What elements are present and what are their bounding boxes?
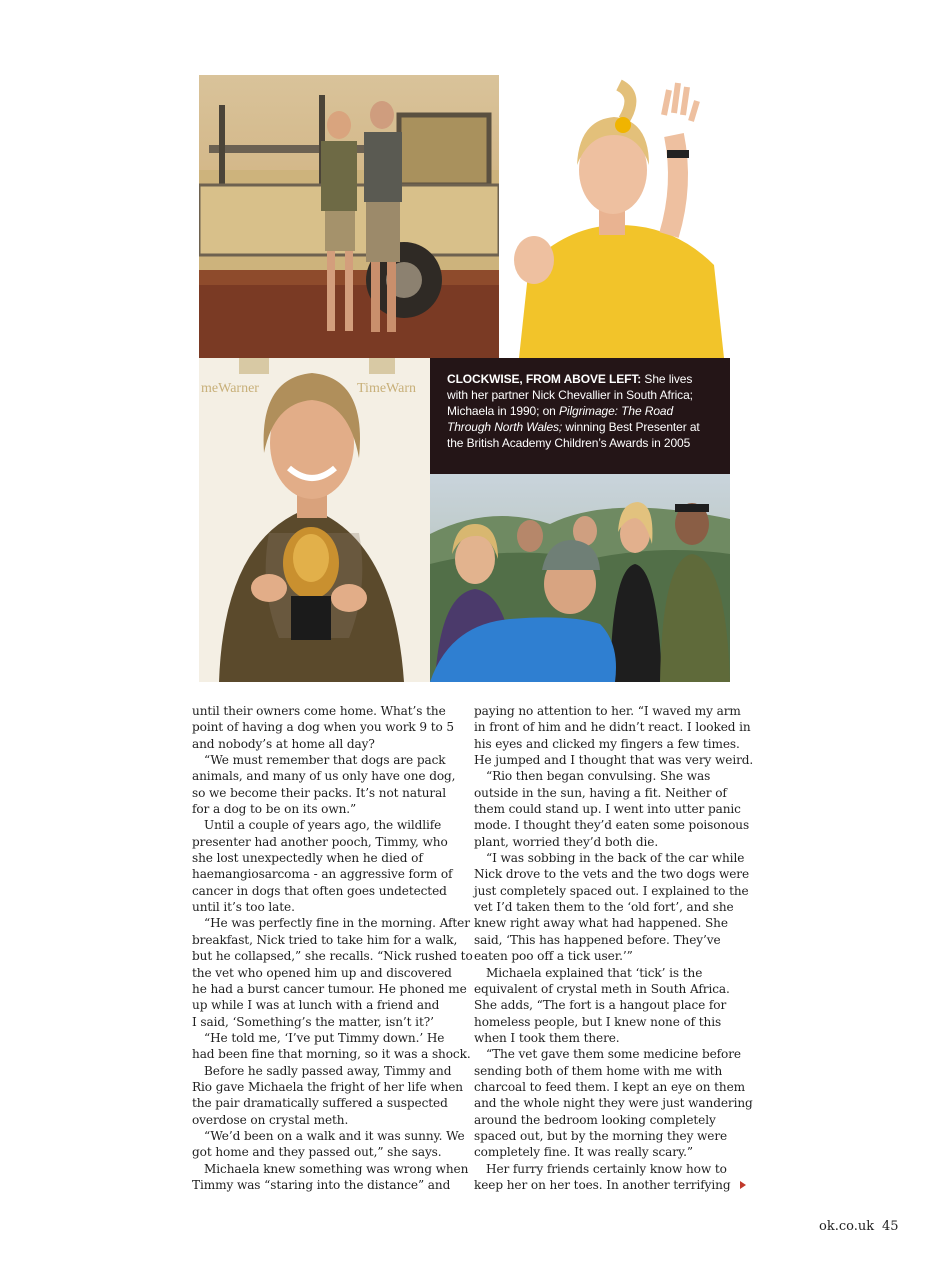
article-line [192,1079,462,1095]
article-line [474,981,744,997]
article-line-text: had been fine that morning, so it was a shock. [192,1047,471,1062]
article-line [474,736,744,752]
article-column-left [192,703,473,1193]
article-line-text: but he collapsed,” she recalls. “Nick rushed to [192,949,473,964]
article-line [474,817,750,833]
article-line [474,834,744,850]
article-line [474,1030,744,1046]
article-line-text: She adds, “The fort is a hangout place for [474,998,727,1013]
photo-caption [430,358,730,474]
article-line-text: “He told me, ‘I’ve put Timmy down.’ He [204,1030,445,1045]
article-line-text: Rio gave Michaela the fright of her life when [192,1079,463,1094]
caption-text-1: She lives with her partner Nick Chevallier in South Africa; Michaela in 1990; on [447,372,693,418]
article-line [192,965,462,981]
article-line-text: in front of him and he didn’t react. I looked in [474,720,751,735]
article-line [474,1079,744,1095]
article-line-text: for a dog to be on its own.” [192,802,357,817]
article-line-text: “I was sobbing in the back of the car while [486,851,745,866]
article-line [474,703,744,719]
article-line-text: Nick drove to the vets and the two dogs were [474,867,750,882]
article-line-text: “We must remember that dogs are pack [204,753,446,768]
article-line-text: Before he sadly passed away, Timmy and [204,1063,452,1078]
article-line-text: spaced out, but by the morning they were [474,1128,728,1143]
article-line-text: when I took them there. [474,1030,620,1045]
article-line-text: so we become their packs. It’s not natural [192,785,446,800]
svg-text:TimeWarn: TimeWarn [357,381,417,396]
bafta-award-photo [199,358,430,682]
article-line-text: outside in the sun, having a fit. Neither of [474,785,727,800]
group-hike-selfie-photo [430,474,730,682]
article-line-text: cancer in dogs that often goes undetected [192,883,447,898]
couple-safari-photo [199,75,499,358]
article-line-text: until their owners come home. What’s the [192,704,446,718]
caption-text-2: winning Best Presenter at the British Academy Children’s Awards in 2005 [447,420,700,450]
article-line [192,1046,471,1062]
article-line-text: paying no attention to her. “I waved my arm [474,704,741,718]
article-line-text: “We’d been on a walk and it was sunny. We [204,1128,465,1143]
article-line [474,1144,744,1160]
article-line [474,768,744,784]
page-number: 45 [882,1219,899,1234]
article-line-text: mode. I thought they’d eaten some poisonous [474,818,750,833]
caption-lead: CLOCKWISE, FROM ABOVE LEFT: [447,372,642,386]
article-line-text: Until a couple of years ago, the wildlife [204,818,442,833]
article-line-text: until it’s too late. [192,900,295,915]
article-line-text: around the bedroom looking completely [474,1112,716,1127]
article-line-text: “Rio then began convulsing. She was [486,769,711,784]
article-line [192,801,462,817]
article-line [474,997,744,1013]
article-line-text: he had a burst cancer tumour. He phoned me [192,981,467,996]
article-line-text: I said, ‘Something’s the matter, isn’t it?’ [192,1014,434,1029]
article-line-text: “The vet gave them some medicine before [486,1047,741,1062]
article-line-text: Michaela knew something was wrong when [204,1161,469,1176]
article-line-text: them could stand up. I went into utter panic [474,802,741,817]
article-line [192,1128,465,1144]
article-line-text: his eyes and clicked my fingers a few times. [474,736,740,751]
article-line-text: said, ‘This has happened before. They’ve [474,932,721,947]
article-line-text: overdose on crystal meth. [192,1112,349,1127]
article-line-text: just completely spaced out. I explained to the [474,883,749,898]
article-line [192,899,462,915]
article-line-text: point of having a dog when you work 9 to 5 [192,720,455,735]
article-line [192,981,467,997]
article-line-text: presenter had another pooch, Timmy, who [192,834,448,849]
article-line [474,1128,744,1144]
article-line [192,997,462,1013]
article-line-text: Michaela explained that ‘tick’ is the [486,965,703,980]
article-line [474,1161,744,1177]
article-line-text: the vet who opened him up and discovered [192,965,452,980]
article-line [192,1177,462,1193]
article-line-text: equivalent of crystal meth in South Africa. [474,981,730,996]
article-line [192,703,462,719]
article-line [474,1014,744,1030]
article-line [474,785,744,801]
article-line-text: knew right away what had happened. She [474,916,728,931]
article-line-text: up while I was at lunch with a friend and [192,998,440,1013]
article-line [474,719,751,735]
article-line [474,965,744,981]
article-line [192,948,473,964]
article-line [192,932,462,948]
article-line-text: charcoal to feed them. I kept an eye on them [474,1079,746,1094]
article-line [192,1144,462,1160]
article-line [192,866,462,882]
article-line [474,752,754,768]
article-line [474,866,750,882]
article-line-text: keep her on her toes. In another terrifying [474,1177,731,1192]
article-line-text: vet I’d taken them to the ‘old fort’, and she [474,900,734,915]
article-line [474,1046,744,1062]
article-line-text: haemangiosarcoma - an aggressive form of [192,867,453,882]
continue-arrow-icon [740,1181,746,1189]
article-line-text: the pair dramatically suffered a suspected [192,1096,448,1111]
article-line [192,1161,469,1177]
article-line [474,1112,744,1128]
article-line [474,899,744,915]
article-line [192,1014,462,1030]
article-line-text: “He was perfectly fine in the morning. After [204,916,470,931]
article-line [474,915,744,931]
article-line [192,768,462,784]
article-line [474,1095,753,1111]
article-line [474,883,749,899]
article-line [192,850,462,866]
article-line [474,948,744,964]
article-line [192,883,462,899]
yellow-top-portrait-photo [499,75,730,358]
article-line [192,736,462,752]
article-line [192,915,470,931]
article-line-text: plant, worried they’d both die. [474,834,659,849]
svg-text:meWarner: meWarner [201,381,259,396]
article-line-text: completely fine. It was really scary.” [474,1145,693,1160]
article-line [474,801,744,817]
article-line-text: eaten poo off a tick user.’” [474,949,633,964]
article-line-text: homeless people, but I knew none of this [474,1014,722,1029]
article-line [192,1063,462,1079]
article-line-text: He jumped and I thought that was very weird. [474,753,754,768]
article-line-text: animals, and many of us only have one dog, [192,769,456,784]
article-line [192,785,462,801]
article-line-text: Her furry friends certainly know how to [486,1161,727,1176]
caption-italic-title: Pilgrimage: The Road Through North Wales; [447,404,674,434]
footer-site: ok.co.uk [819,1219,875,1234]
article-line [192,1030,462,1046]
article-line [192,834,462,850]
article-line [192,719,462,735]
article-column-right [474,703,754,1193]
article-line-text: and nobody’s at home all day? [192,736,375,751]
article-line [474,850,744,866]
article-line-text: she lost unexpectedly when he died of [192,851,423,866]
article-line [192,1112,462,1128]
article-line [192,1095,462,1111]
article-line-text: breakfast, Nick tried to take him for a walk, [192,932,458,947]
article-line [474,932,744,948]
article-line [474,1177,744,1193]
article-line [192,817,462,833]
article-line [192,752,462,768]
article-line [474,1063,744,1079]
article-line-text: and the whole night they were just wandering [474,1096,753,1111]
article-line-text: sending both of them home with me with [474,1063,723,1078]
article-line-text: got home and they passed out,” she says. [192,1145,442,1160]
article-line-text: Timmy was “staring into the distance” and [192,1177,451,1192]
